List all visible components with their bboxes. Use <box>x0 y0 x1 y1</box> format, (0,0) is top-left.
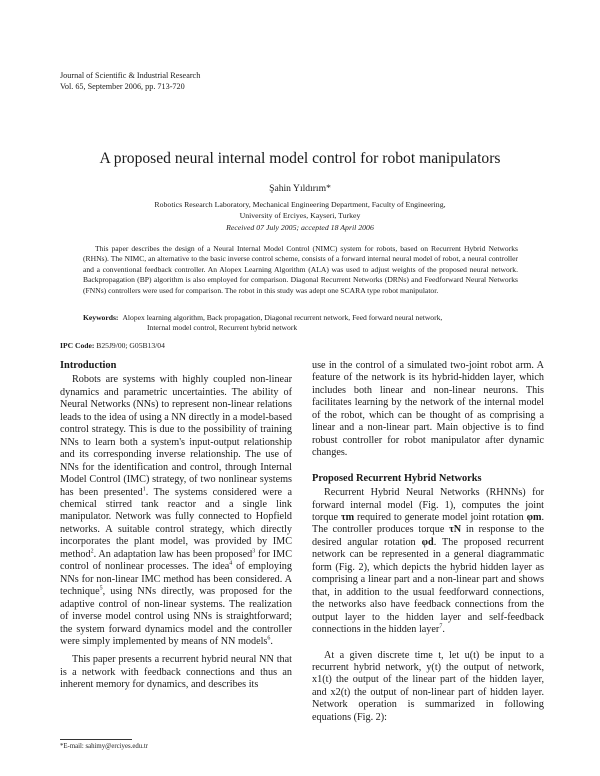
introduction-paragraph-2-continued: use in the control of a simulated two-joint robot arm. A feature of the network is its hybrid-hidden layer, which includes both linear and non-linear neurons. This facilitates learning by the network of the internal model of the robot, which can be thought of as comprising a linear and a non-linear part. Main objective is to find robust controller for robot manipulator after dynamic changes. <box>312 360 544 459</box>
citation: 7 <box>439 623 443 630</box>
right-column <box>312 360 544 724</box>
journal-issue: Vol. 65, September 2006, pp. 713-720 <box>60 82 185 91</box>
symbol-tau-n: τN <box>449 524 462 536</box>
symbol-phi-m: φm <box>526 511 542 523</box>
affiliation-line-2: University of Erciyes, Kayseri, Turkey <box>239 211 361 220</box>
citation: 6 <box>267 635 271 642</box>
keywords <box>83 313 518 334</box>
symbol-phi-d: φd <box>421 536 434 548</box>
paper-title: A proposed neural internal model control for robot manipulators <box>99 150 501 167</box>
footnote-email: *E-mail: sahimy@erciyes.edu.tr <box>60 743 148 750</box>
affiliation <box>0 199 600 221</box>
ipc-code <box>60 341 165 350</box>
journal-name: Journal of Scientific & Industrial Research <box>60 71 201 80</box>
rhnn-paragraph-2: At a given discrete time t, let u(t) be input to a recurrent hybrid network, y(t) the output of network, x1(t) the output of the linear part of the hidden layer, and x2(t) the output of non-linear part of hidden layer. Network operation is summarized in following equations (Fig. 2): <box>312 649 544 723</box>
author-name: Şahin Yıldırım* <box>269 183 331 194</box>
rhnn-heading: Proposed Recurrent Hybrid Networks <box>312 472 482 484</box>
journal-header <box>60 70 200 92</box>
affiliation-line-1: Robotics Research Laboratory, Mechanical Engineering Department, Faculty of Engineering, <box>154 200 446 209</box>
introduction-paragraph-1: Robots are systems with highly coupled non-linear dynamics and parametric uncertainties. The ability of Neural Networks (NNs) to represent non-linear relations leads to the idea of using a NN directly in a model-based control strategy. This is due to the possibility of training NNs to learn both a system's input-output relationship and its corresponding inverse relationship. The use of NNs for the identification and control, through Internal Model Control (IMC) strategy, of two nonlinear systems has been presented$^1$. The systems considered were a chemical stirred tank reactor and a single link manipulator. Network was fully connected to Hopfield networks. A suitable control strategy, which directly incorporates the plant model, was provided by IMC method$^2$. An adaptation law has been proposed$^3$ for IMC control of nonlinear processes. The idea$^4$ of employing NNs for non-linear IMC method has been considered. A technique$^5$, using NNs directly, was proposed for the adaptive control of non-linear systems. The realization of inverse model control using NNs is straightforward; the system forward dynamics model and the controller were simply implemented by means of NN models$^6$. <box>60 374 293 647</box>
received-dates: Received 07 July 2005; accepted 18 April 2006 <box>226 223 374 232</box>
symbol-tau-m: τm <box>340 511 355 523</box>
ipc-label: IPC Code: <box>60 341 95 350</box>
abstract: This paper describes the design of a Neural Internal Model Control (NIMC) system for robots, based on Recurrent Hybrid Networks (RHNs). The NIMC, an alternative to the basic inverse control scheme, consists of a forward internal neural model of robot, a neural controller and a conventional feedback controller. An Alopex Learning Algorithm (ALA) was used to adjust weights of the proposed neural network. Backpropagation (BP) algorithm is also employed for comparison. Diagonal Recurrent Networks (DRNs) and Feedforward Neural Networks (FNNs) controllers were used for comparison. The robot in this study was adept one SCARA type robot manipulator. <box>83 244 518 295</box>
left-column <box>60 360 292 692</box>
citation: 5 <box>99 585 103 592</box>
introduction-paragraph-2: This paper presents a recurrent hybrid neural NN that is a network with feedback connections and thus an inherent memory for dynamics, and describes its <box>60 654 292 691</box>
introduction-heading: Introduction <box>60 360 117 371</box>
citation: 1 <box>142 486 146 493</box>
citation: 3 <box>252 548 256 555</box>
keywords-label: Keywords: <box>83 313 119 322</box>
citation: 2 <box>90 548 94 555</box>
rhnn-paragraph-1: Recurrent Hybrid Neural Networks (RHNNs) for forward internal model (Fig. 1), computes the joint torque τm required to generate model joint rotation φm. The controller produces torque τN in response to the desired angular rotation φd. The proposed recurrent network can be represented in a general diagrammatic form (Fig. 2), which depicts the hybrid hidden layer as comprising a linear part and a non-linear part and shows that, in addition to the usual feedforward connections, the networks also have feedback connections from the output layer to the hidden layer and self-feedback connections in the hidden layer$^7$. <box>312 487 544 636</box>
keywords-line-1: Alopex learning algorithm, Back propagation, Diagonal recurrent network, Feed forward neural network, <box>122 313 443 322</box>
footnote-divider <box>60 739 132 740</box>
citation: 4 <box>229 560 233 567</box>
ipc-value: B25J9/00; G05B13/04 <box>96 341 165 350</box>
keywords-line-2: Internal model control, Recurrent hybrid network <box>147 323 298 333</box>
